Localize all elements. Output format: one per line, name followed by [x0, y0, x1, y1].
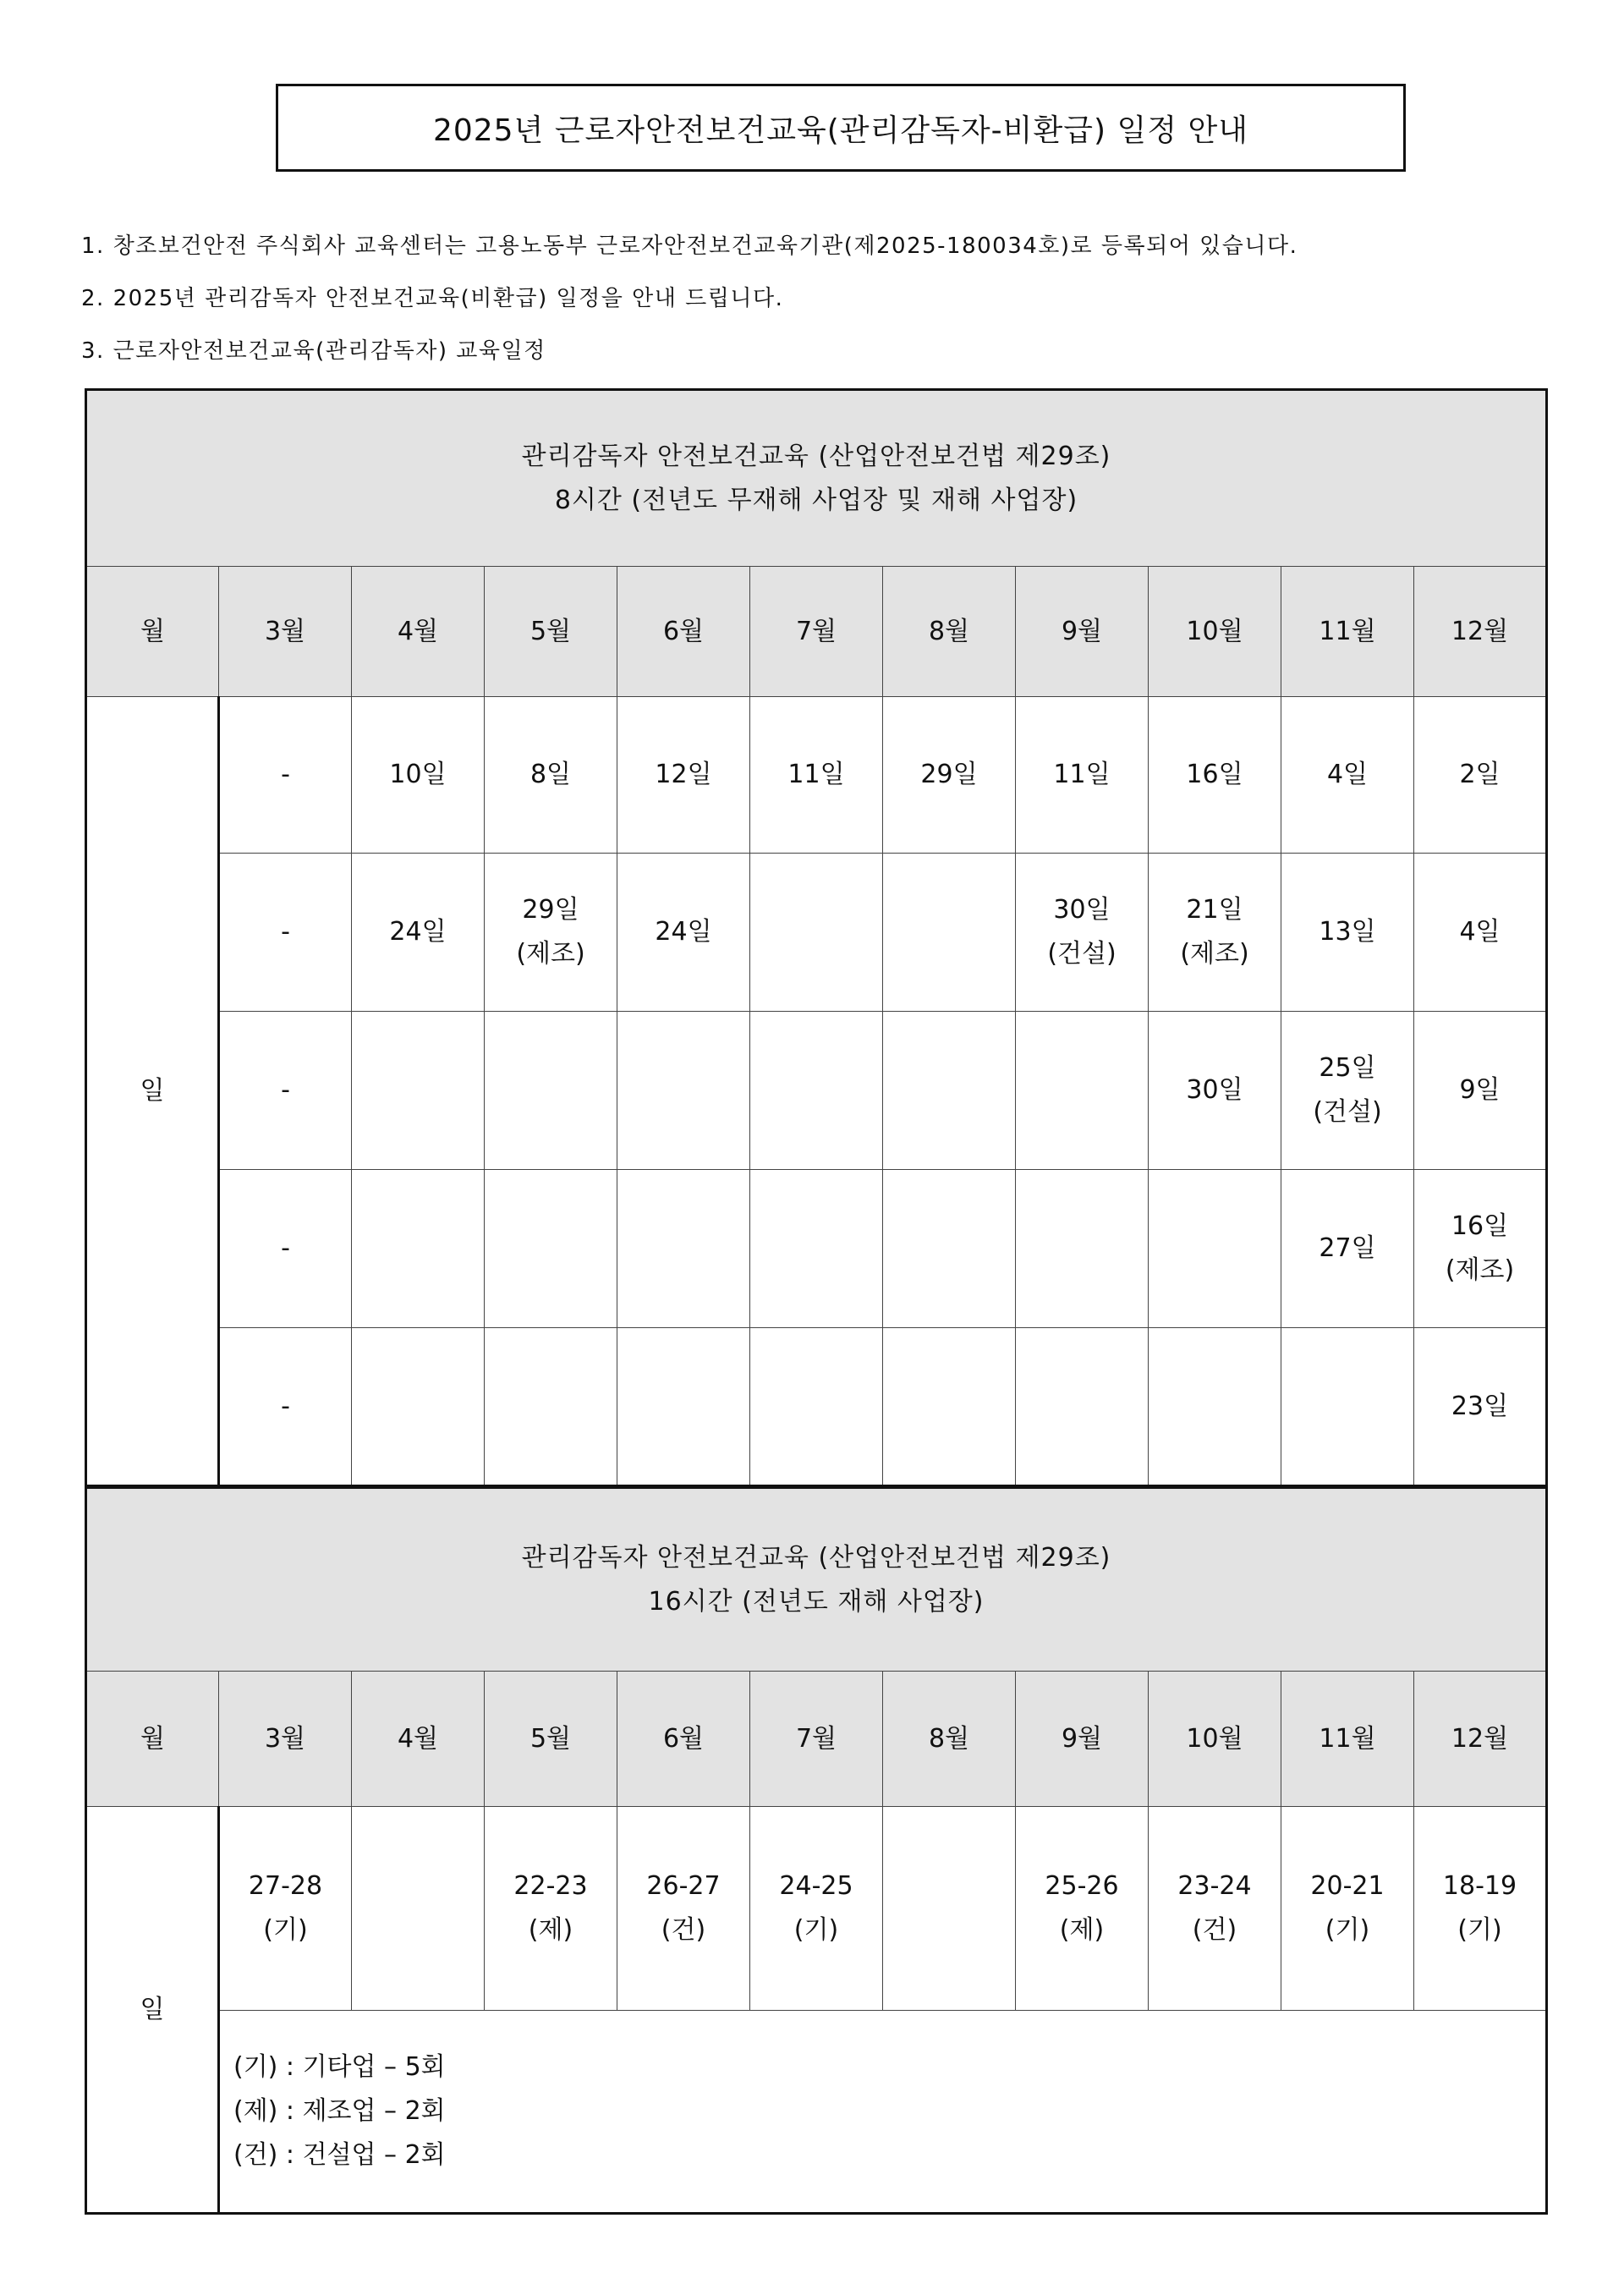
schedule-cell	[219, 1328, 352, 1486]
month-header-cell: 6월	[617, 567, 750, 697]
schedule-cell	[485, 854, 617, 1012]
legend-item: (제) : 제조업 – 2회	[233, 2096, 446, 2126]
schedule-cell	[1281, 1170, 1414, 1328]
schedule-cell	[883, 854, 1016, 1012]
month-header-label: 월	[86, 567, 219, 697]
schedule-cell	[1149, 697, 1281, 854]
schedule-date-text: 29일	[522, 895, 579, 925]
schedule-date-text: 18-19	[1442, 1871, 1517, 1901]
schedule-date-text: 21일	[1186, 895, 1243, 925]
schedule-cell	[1016, 697, 1149, 854]
schedule-date-text: (건설)	[1313, 1097, 1382, 1127]
schedule-date-text: 26-27	[646, 1871, 721, 1901]
schedule-cell	[617, 697, 750, 854]
section1-heading	[86, 390, 1547, 567]
schedule-cell	[1281, 1012, 1414, 1170]
month-header-cell: 11월	[1281, 567, 1414, 697]
section1-title-line1: 관리감독자 안전보건교육 (산업안전보건법 제29조)	[521, 441, 1111, 471]
schedule-cell	[883, 1807, 1016, 2011]
schedule-cell	[883, 1170, 1016, 1328]
schedule-cell	[617, 854, 750, 1012]
schedule-cell	[1149, 1807, 1281, 2011]
legend-item: (건) : 건설업 – 2회	[233, 2140, 446, 2170]
month-header-cell: 7월	[750, 1672, 883, 1807]
legend-item: (기) : 기타업 – 5회	[233, 2052, 446, 2082]
schedule-date-text: 27일	[1319, 1233, 1376, 1263]
schedule-cell	[485, 697, 617, 854]
schedule-date-text: (건설)	[1047, 939, 1116, 969]
schedule-date-text: (건)	[1192, 1915, 1237, 1945]
schedule-cell	[617, 1170, 750, 1328]
schedule-date-text: -	[281, 917, 290, 947]
schedule-date-text: (제)	[1059, 1915, 1105, 1945]
intro-line-3: 3. 근로자안전보건교육(관리감독자) 교육일정	[81, 338, 546, 364]
schedule-date-text: 12일	[655, 760, 712, 789]
month-header-cell: 10월	[1149, 567, 1281, 697]
schedule-date-text: 16일	[1186, 760, 1243, 789]
schedule-date-text: 22-23	[513, 1871, 588, 1901]
schedule-date-text: 9일	[1459, 1075, 1501, 1105]
schedule-cell	[1414, 1807, 1547, 2011]
schedule-cell	[617, 1328, 750, 1486]
schedule-cell	[883, 697, 1016, 854]
month-header-cell: 9월	[1016, 1672, 1149, 1807]
section2-title-line2: 16시간 (전년도 재해 사업장)	[648, 1586, 985, 1617]
schedule-cell	[485, 1328, 617, 1486]
schedule-cell	[750, 697, 883, 854]
schedule-cell	[617, 1012, 750, 1170]
schedule-cell	[1149, 854, 1281, 1012]
schedule-date-text: 30일	[1053, 895, 1111, 925]
schedule-cell	[219, 1012, 352, 1170]
month-header-cell: 7월	[750, 567, 883, 697]
schedule-cell	[1281, 1328, 1414, 1486]
schedule-table-16h	[85, 1486, 1548, 2215]
schedule-date-text: 4일	[1326, 760, 1369, 789]
schedule-cell	[750, 1328, 883, 1486]
schedule-row	[86, 854, 1547, 1012]
schedule-date-text: 24-25	[779, 1871, 853, 1901]
schedule-cell	[485, 1807, 617, 2011]
schedule-cell	[219, 697, 352, 854]
schedule-row	[86, 1807, 1547, 2011]
schedule-cell	[352, 1807, 485, 2011]
schedule-date-text: (제조)	[516, 939, 585, 969]
schedule-date-text: 20-21	[1310, 1871, 1385, 1901]
schedule-cell	[1149, 1012, 1281, 1170]
schedule-cell	[1414, 1170, 1547, 1328]
schedule-date-text: -	[281, 1233, 290, 1263]
schedule-cell	[352, 1328, 485, 1486]
schedule-cell	[219, 1170, 352, 1328]
schedule-date-text: (기)	[263, 1915, 308, 1945]
schedule-row	[86, 1012, 1547, 1170]
month-header-cell: 5월	[485, 1672, 617, 1807]
schedule-date-text: (기)	[1457, 1915, 1502, 1945]
schedule-table-8h	[85, 388, 1548, 1487]
schedule-date-text: 2일	[1459, 760, 1501, 789]
schedule-cell	[352, 697, 485, 854]
schedule-date-text: -	[281, 1075, 290, 1105]
schedule-cell	[883, 1012, 1016, 1170]
schedule-date-text: 16일	[1451, 1211, 1509, 1241]
month-header-row	[86, 567, 1547, 697]
schedule-date-text: 24일	[389, 917, 447, 947]
schedule-row	[86, 1328, 1547, 1486]
schedule-date-text: 11일	[787, 760, 845, 789]
document-title: 2025년 근로자안전보건교육(관리감독자-비환급) 일정 안내	[276, 84, 1406, 172]
schedule-cell	[1149, 1328, 1281, 1486]
schedule-cell	[219, 854, 352, 1012]
month-header-cell: 3월	[219, 567, 352, 697]
schedule-cell	[1281, 1807, 1414, 2011]
schedule-cell	[1016, 1328, 1149, 1486]
schedule-cell	[750, 1170, 883, 1328]
schedule-date-text: (기)	[1325, 1915, 1370, 1945]
schedule-date-text: 25-26	[1045, 1871, 1119, 1901]
month-header-label: 월	[86, 1672, 219, 1807]
month-header-cell: 12월	[1414, 567, 1547, 697]
schedule-cell	[1414, 697, 1547, 854]
schedule-date-text: 11일	[1053, 760, 1111, 789]
schedule-date-text: (제조)	[1180, 939, 1249, 969]
schedule-date-text: 10일	[389, 760, 447, 789]
month-header-cell: 11월	[1281, 1672, 1414, 1807]
intro-line-1: 1. 창조보건안전 주식회사 교육센터는 고용노동부 근로자안전보건교육기관(제2025-180034호)로 등록되어 있습니다.	[81, 233, 1298, 259]
schedule-cell	[1414, 1328, 1547, 1486]
month-header-cell: 6월	[617, 1672, 750, 1807]
day-header-label: 일	[86, 1807, 219, 2214]
section1-title-line2: 8시간 (전년도 무재해 사업장 및 재해 사업장)	[554, 485, 1078, 515]
month-header-cell: 9월	[1016, 567, 1149, 697]
schedule-cell	[1016, 1170, 1149, 1328]
schedule-cell	[617, 1807, 750, 2011]
schedule-date-text: (건)	[661, 1915, 706, 1945]
schedule-date-text: 27-28	[248, 1871, 323, 1901]
schedule-date-text: 23-24	[1177, 1871, 1252, 1901]
month-header-cell: 8월	[883, 1672, 1016, 1807]
schedule-cell	[1016, 1012, 1149, 1170]
month-header-cell: 5월	[485, 567, 617, 697]
month-header-cell: 3월	[219, 1672, 352, 1807]
schedule-date-text: (제)	[528, 1915, 573, 1945]
schedule-cell	[352, 1012, 485, 1170]
schedule-date-text: 29일	[920, 760, 978, 789]
schedule-cell	[883, 1328, 1016, 1486]
schedule-date-text: -	[281, 760, 290, 789]
month-header-row	[86, 1672, 1547, 1807]
schedule-date-text: -	[281, 1391, 290, 1421]
schedule-cell	[1414, 854, 1547, 1012]
schedule-date-text: 25일	[1319, 1053, 1376, 1083]
schedule-date-text: (기)	[793, 1915, 839, 1945]
schedule-cell	[1016, 1807, 1149, 2011]
schedule-cell	[750, 1012, 883, 1170]
month-header-cell: 8월	[883, 567, 1016, 697]
schedule-cell	[1149, 1170, 1281, 1328]
schedule-date-text: 13일	[1319, 917, 1376, 947]
schedule-cell	[352, 1170, 485, 1328]
schedule-cell	[1414, 1012, 1547, 1170]
schedule-date-text: (제조)	[1445, 1255, 1515, 1285]
month-header-cell: 12월	[1414, 1672, 1547, 1807]
month-header-cell: 10월	[1149, 1672, 1281, 1807]
schedule-row	[86, 1170, 1547, 1328]
schedule-cell	[352, 854, 485, 1012]
schedule-cell	[750, 854, 883, 1012]
schedule-cell	[1281, 697, 1414, 854]
intro-line-2: 2. 2025년 관리감독자 안전보건교육(비환급) 일정을 안내 드립니다.	[81, 286, 784, 311]
schedule-date-text: 24일	[655, 917, 712, 947]
month-header-cell: 4월	[352, 1672, 485, 1807]
schedule-cell	[1016, 854, 1149, 1012]
day-header-label: 일	[86, 697, 219, 1486]
month-header-cell: 4월	[352, 567, 485, 697]
schedule-cell	[750, 1807, 883, 2011]
schedule-cell	[219, 1807, 352, 2011]
schedule-date-text: 8일	[529, 760, 572, 789]
legend-row	[86, 2011, 1547, 2214]
legend-cell	[219, 2011, 1547, 2214]
section2-heading	[86, 1488, 1547, 1672]
schedule-date-text: 4일	[1459, 917, 1501, 947]
schedule-cell	[485, 1012, 617, 1170]
schedule-date-text: 30일	[1186, 1075, 1243, 1105]
schedule-cell	[1281, 854, 1414, 1012]
schedule-row	[86, 697, 1547, 854]
schedule-cell	[485, 1170, 617, 1328]
section2-title-line1: 관리감독자 안전보건교육 (산업안전보건법 제29조)	[521, 1542, 1111, 1573]
schedule-date-text: 23일	[1451, 1391, 1509, 1421]
